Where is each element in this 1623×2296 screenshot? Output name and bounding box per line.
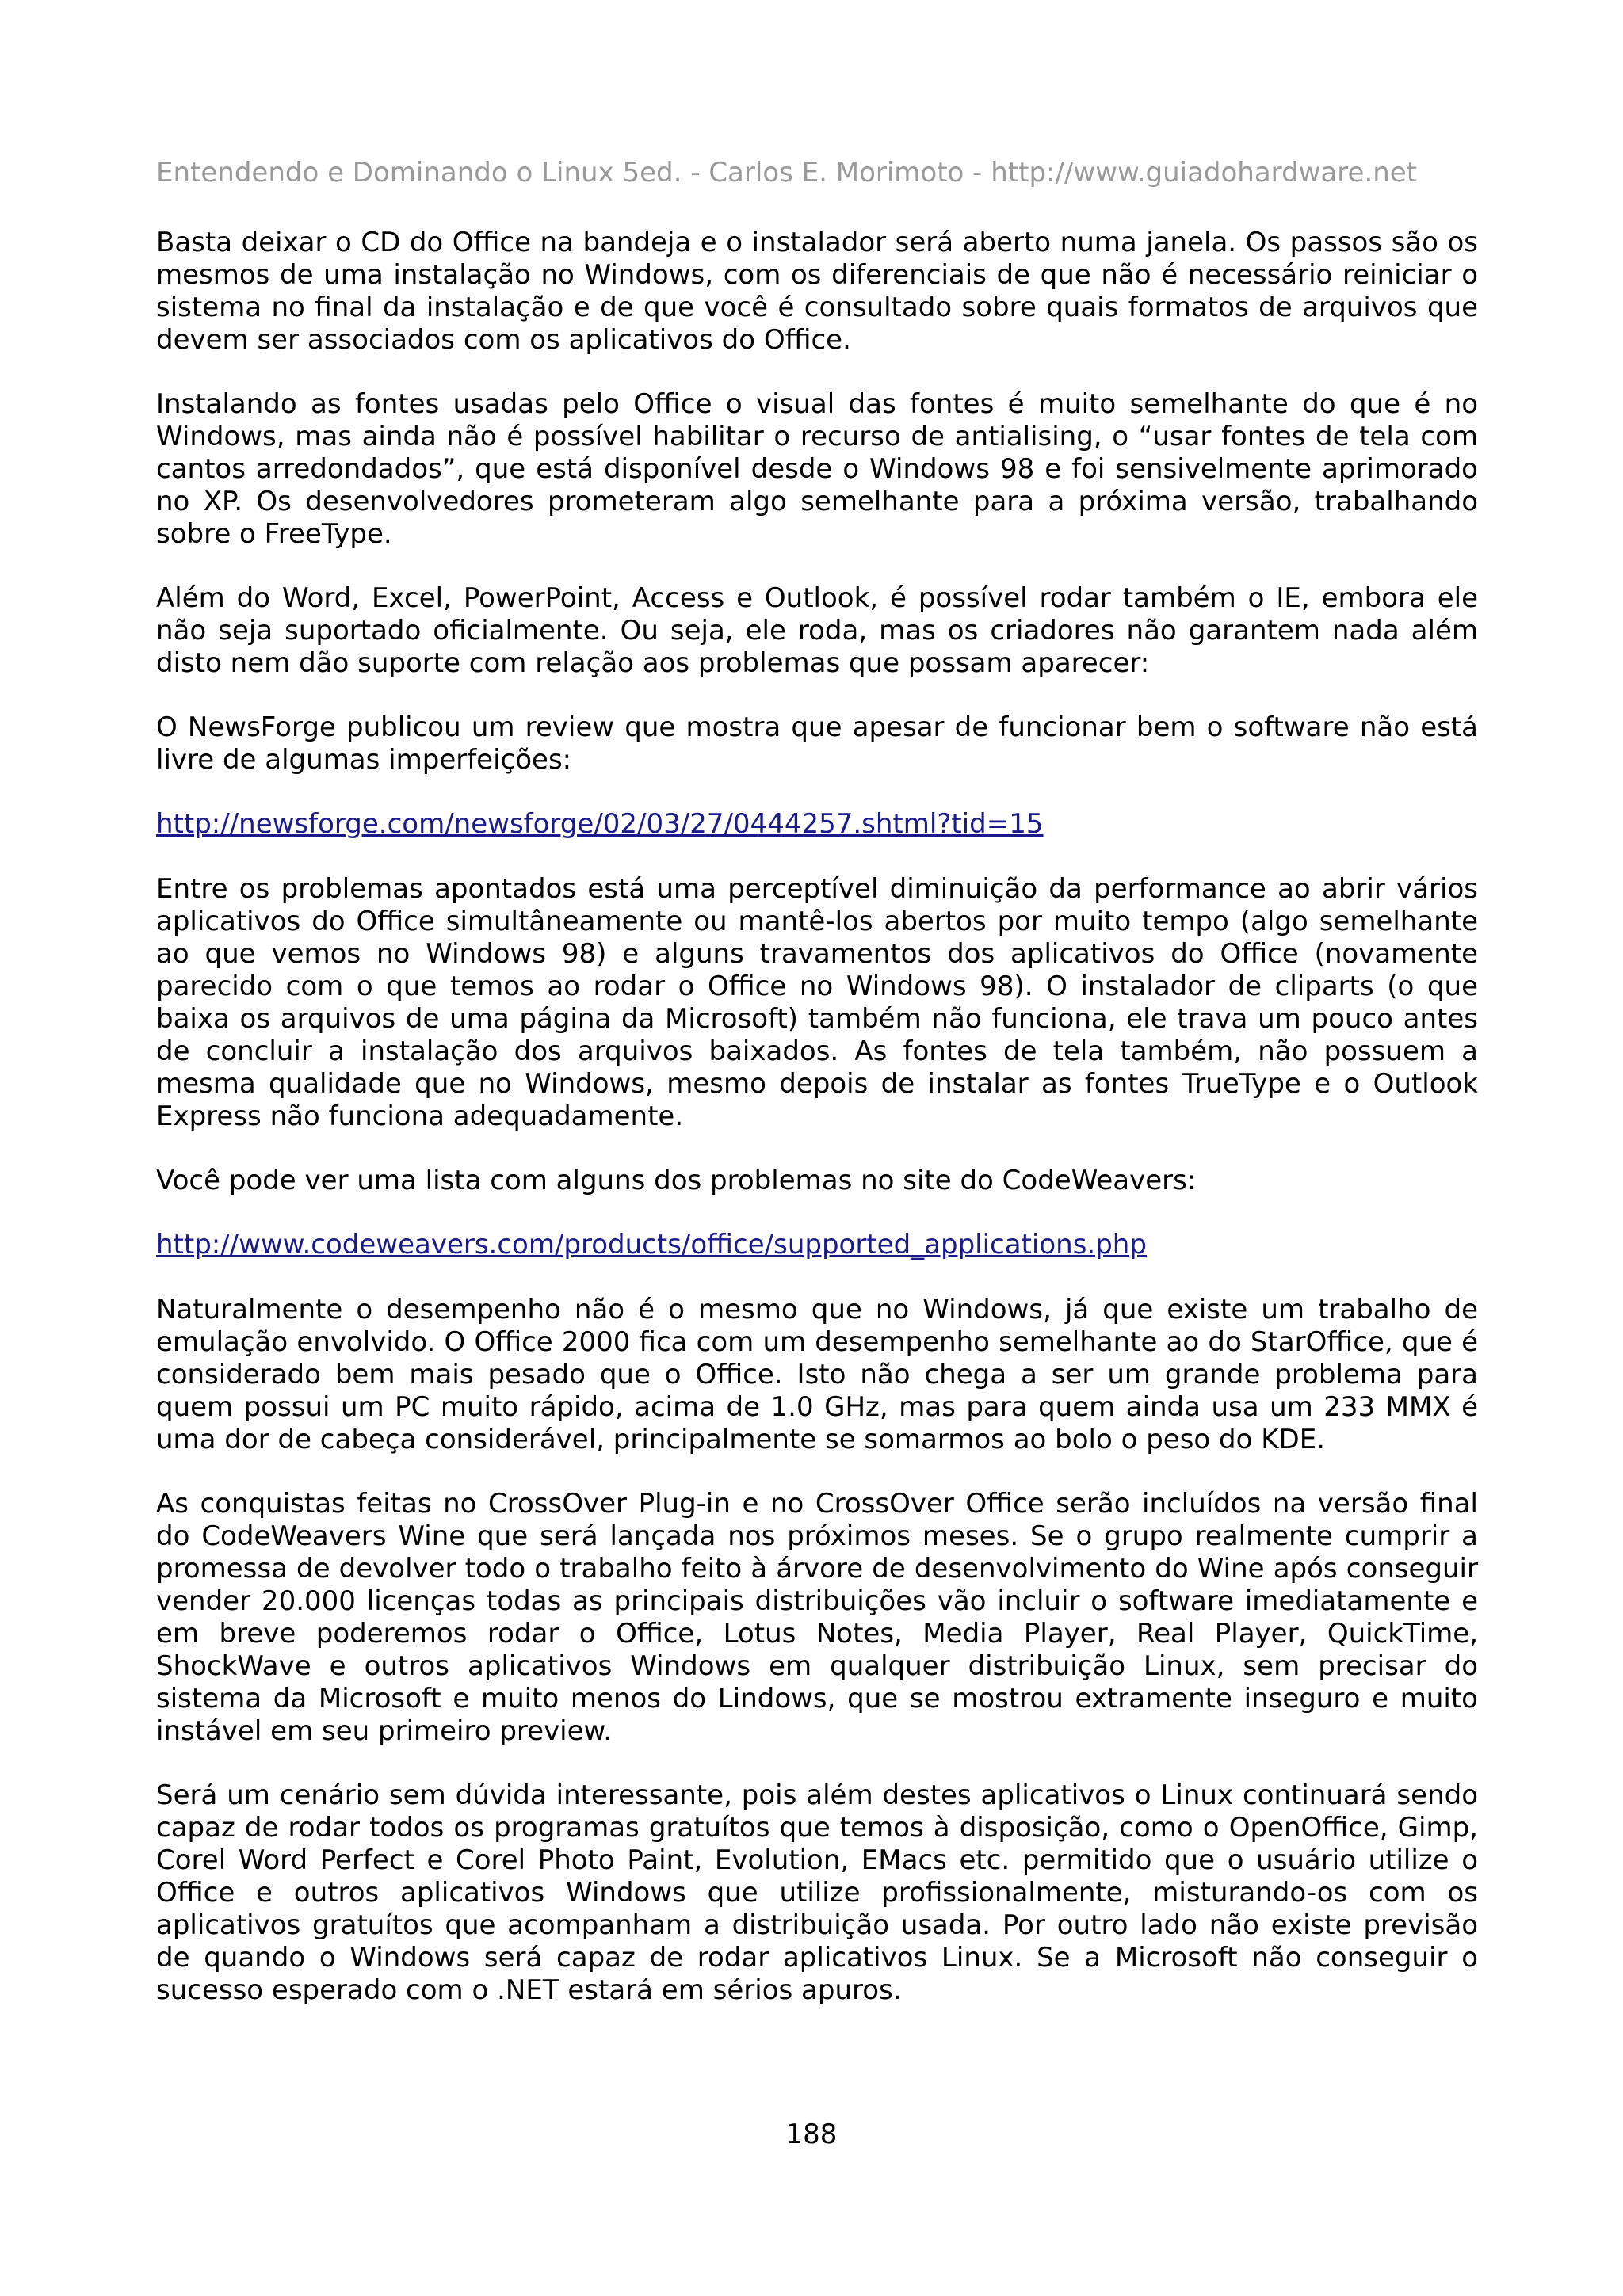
paragraph-office-install: Basta deixar o CD do Office na bandeja e o instalador será aberto numa janela. Os passos são os mesmos de uma instalação no Windows, com os diferenciais de que não é necessário reiniciar o sistema no final da instalação e de que você é consultado sobre quais formatos de arquivos que devem ser associados com os aplicativos do Office. [156, 227, 1478, 356]
paragraph-newsforge-review: O NewsForge publicou um review que mostra que apesar de funcionar bem o software não está livre de algumas imperfeições: [156, 711, 1478, 776]
paragraph-problems: Entre os problemas apontados está uma perceptível diminuição da performance ao abrir vários aplicativos do Office simultâneamente ou mantê-los abertos por muito tempo (algo semelhante ao que vemos no Windows 98) e alguns travamentos dos aplicativos do Office (novamente parecido com o que temos ao rodar o Office no Windows 98). O instalador de cliparts (o que baixa os arquivos de uma página da Microsoft) também não funciona, ele trava um pouco antes de concluir a instalação dos arquivos baixados. As fontes de tela também, não possuem a mesma qualidade que no Windows, mesmo depois de instalar as fontes TrueType e o Outlook Express não funciona adequadamente. [156, 873, 1478, 1132]
paragraph-codeweavers-list: Você pode ver uma lista com alguns dos problemas no site do CodeWeavers: [156, 1165, 1197, 1196]
paragraph-crossover: As conquistas feitas no CrossOver Plug-in e no CrossOver Office serão incluídos na versão final do CodeWeavers Wine que será lançada nos próximos meses. Se o grupo realmente cumprir a promessa de devolver todo o trabalho feito à árvore de desenvolvimento do Wine após conseguir vender 20.000 licenças todas as principais distribuições vão incluir o software imediatamente e em breve poderemos rodar o Office, Lotus Notes, Media Player, Real Player, QuickTime, ShockWave e outros aplicativos Windows em qualquer distribuição Linux, sem precisar do sistema da Microsoft e muito menos do Lindows, que se mostrou extramente inseguro e muito instável em seu primeiro preview. [156, 1488, 1478, 1747]
paragraph-supported-apps: Além do Word, Excel, PowerPoint, Access e Outlook, é possível rodar também o IE, embora ele não seja suportado oficialmente. Ou seja, ele roda, mas os criadores não garantem nada além disto nem dão suporte com relação aos problemas que possam aparecer: [156, 582, 1478, 679]
running-header: Entendendo e Dominando o Linux 5ed. - Carlos E. Morimoto - http://www.guiadohardware.net [156, 157, 1418, 189]
link-paragraph-newsforge [156, 808, 1478, 841]
link-paragraph-codeweavers [156, 1229, 1478, 1261]
paragraph-scenario: Será um cenário sem dúvida interessante, pois além destes aplicativos o Linux continuará sendo capaz de rodar todos os programas gratuítos que temos à disposição, como o OpenOffice, Gimp, Corel Word Perfect e Corel Photo Paint, Evolution, EMacs etc. permitido que o usuário utilize o Office e outros aplicativos Windows que utilize profissionalmente, misturando-os com os aplicativos gratuítos que acompanham a distribuição usada. Por outro lado não existe previsão de quando o Windows será capaz de rodar aplicativos Linux. Se a Microsoft não conseguir o sucesso esperado com o .NET estará em sérios apuros. [156, 1779, 1478, 2006]
newsforge-link[interactable]: http://newsforge.com/newsforge/02/03/27/0444257.shtml?tid=15 [156, 808, 1044, 840]
paragraph-fonts: Instalando as fontes usadas pelo Office o visual das fontes é muito semelhante do que é no Windows, mas ainda não é possível habilitar o recurso de antialising, o “usar fontes de tela com cantos arredondados”, que está disponível desde o Windows 98 e foi sensivelmente aprimorado no XP. Os desenvolvedores prometeram algo semelhante para a próxima versão, trabalhando sobre o FreeType. [156, 388, 1478, 550]
page-number: 188 [785, 2119, 838, 2150]
codeweavers-link[interactable]: http://www.codeweavers.com/products/office/supported_applications.php [156, 1229, 1147, 1261]
document-body [156, 227, 1478, 2039]
paragraph-performance: Naturalmente o desempenho não é o mesmo que no Windows, já que existe um trabalho de emulação envolvido. O Office 2000 fica com um desempenho semelhante ao do StarOffice, que é considerado bem mais pesado que o Office. Isto não chega a ser um grande problema para quem possui um PC muito rápido, acima de 1.0 GHz, mas para quem ainda usa um 233 MMX é uma dor de cabeça considerável, principalmente se somarmos ao bolo o peso do KDE. [156, 1294, 1478, 1455]
